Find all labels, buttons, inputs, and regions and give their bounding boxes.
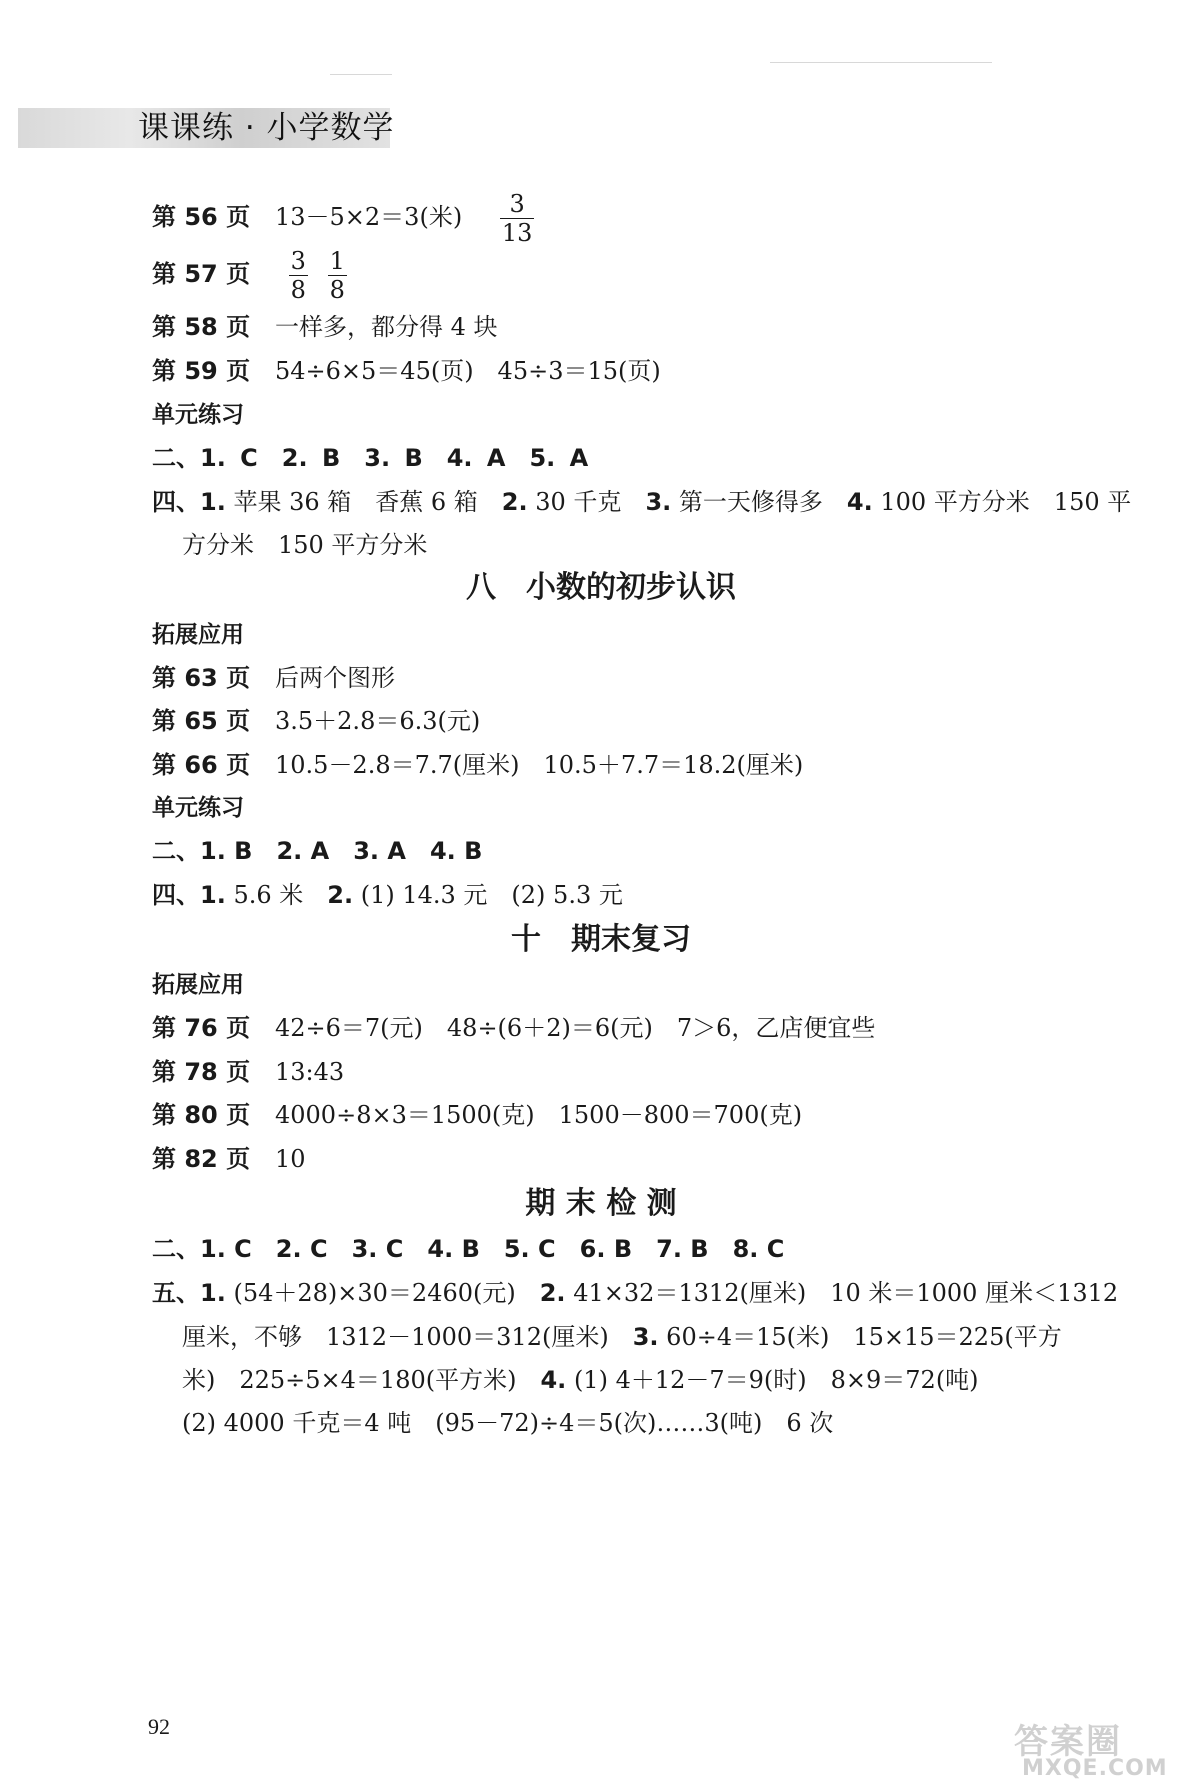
page-label: 第 57 页 xyxy=(152,260,251,288)
answer-text: 4000÷8×3＝1500(克) 1500－800＝700(克) xyxy=(275,1101,803,1129)
answer-si-1-cont: 方分米 150 平方分米 xyxy=(182,531,428,559)
answer-p82 xyxy=(152,1142,306,1176)
section-label-unit-practice: 单元练习 xyxy=(152,402,244,428)
answer-p65 xyxy=(152,704,480,738)
page-label: 第 56 页 xyxy=(152,203,251,231)
page-label: 第 80 页 xyxy=(152,1101,251,1129)
page-label: 第 58 页 xyxy=(152,313,251,341)
answer-p76 xyxy=(152,1011,875,1045)
answer-p56 xyxy=(152,190,540,247)
page-label: 第 76 页 xyxy=(152,1014,251,1042)
page-label: 第 66 页 xyxy=(152,751,251,779)
answer-text: 13－5×2＝3(米) xyxy=(275,203,463,231)
page-label: 第 82 页 xyxy=(152,1145,251,1173)
answer-text: 后两个图形 xyxy=(275,664,395,692)
section-label-expand: 拓展应用 xyxy=(152,972,244,998)
fraction: $\frac{3}{13}$ xyxy=(501,190,533,247)
answer-er-8: 二、1. B 2. A 3. A 4. B xyxy=(152,837,483,865)
answer-wu-3: 米) 225÷5×4＝180(平方米) 4. (1) 4＋12－7＝9(时) 8×9＝72(吨) xyxy=(182,1366,979,1394)
top-rule-right xyxy=(770,62,992,63)
fraction-1: $\frac{3}{8}$ xyxy=(290,247,306,304)
page-label: 第 65 页 xyxy=(152,707,251,735)
fraction-2: $\frac{1}{8}$ xyxy=(329,247,345,304)
answer-text: 42÷6＝7(元) 48÷(6＋2)＝6(元) 7＞6，乙店便宜些 xyxy=(275,1014,876,1042)
watermark-logo: 答案圈 MXQE.COM xyxy=(1014,1722,1168,1781)
page-label: 第 63 页 xyxy=(152,664,251,692)
page-number: 92 xyxy=(148,1714,170,1739)
answer-si-1: 四、1. 苹果 36 箱 香蕉 6 箱 2. 30 千克 3. 第一天修得多 4. 100 平方分米 150 平 xyxy=(152,488,1132,516)
answer-text: 10.5－2.8＝7.7(厘米) 10.5＋7.7＝18.2(厘米) xyxy=(275,751,804,779)
chapter-heading-10: 十 期末复习 xyxy=(511,922,691,957)
answer-si-8: 四、1. 5.6 米 2. (1) 14.3 元 (2) 5.3 元 xyxy=(152,881,623,909)
section-label-unit-practice: 单元练习 xyxy=(152,795,244,821)
answer-text: 10 xyxy=(275,1145,306,1173)
answer-text: 13:43 xyxy=(275,1058,345,1086)
answer-p80 xyxy=(152,1098,802,1132)
header-title: 课课练 · 小学数学 xyxy=(138,110,395,146)
answer-wu-1: 五、1. (54＋28)×30＝2460(元) 2. 41×32＝1312(厘米) 10 米＝1000 厘米＜1312 xyxy=(152,1279,1119,1307)
answer-wu-4: (2) 4000 千克＝4 吨 (95－72)÷4＝5(次)……3(吨) 6 次 xyxy=(182,1409,834,1437)
answer-p59 xyxy=(152,354,661,388)
answer-er-final: 二、1. C 2. C 3. C 4. B 5. C 6. B 7. B 8. C xyxy=(152,1235,785,1263)
chapter-heading-final: 期 末 检 测 xyxy=(525,1186,677,1221)
page-label: 第 78 页 xyxy=(152,1058,251,1086)
section-label-expand: 拓展应用 xyxy=(152,622,244,648)
chapter-heading-8: 八 小数的初步认识 xyxy=(466,570,736,605)
answer-p78 xyxy=(152,1055,344,1089)
answer-p66 xyxy=(152,748,803,782)
answer-text: 一样多，都分得 4 块 xyxy=(275,313,498,341)
answer-wu-2: 厘米，不够 1312－1000＝312(厘米) 3. 60÷4＝15(米) 15×15＝225(平方 xyxy=(182,1323,1062,1351)
top-rule-left xyxy=(330,74,392,75)
page-label: 第 59 页 xyxy=(152,357,251,385)
answer-p57 xyxy=(152,246,353,302)
answer-text: 54÷6×5＝45(页) 45÷3＝15(页) xyxy=(275,357,661,385)
answer-p58 xyxy=(152,310,498,344)
answer-er-1: 二、1. C 2. B 3. B 4. A 5. A xyxy=(152,444,589,472)
answer-text: 3.5＋2.8＝6.3(元) xyxy=(275,707,481,735)
answer-p63 xyxy=(152,661,395,695)
